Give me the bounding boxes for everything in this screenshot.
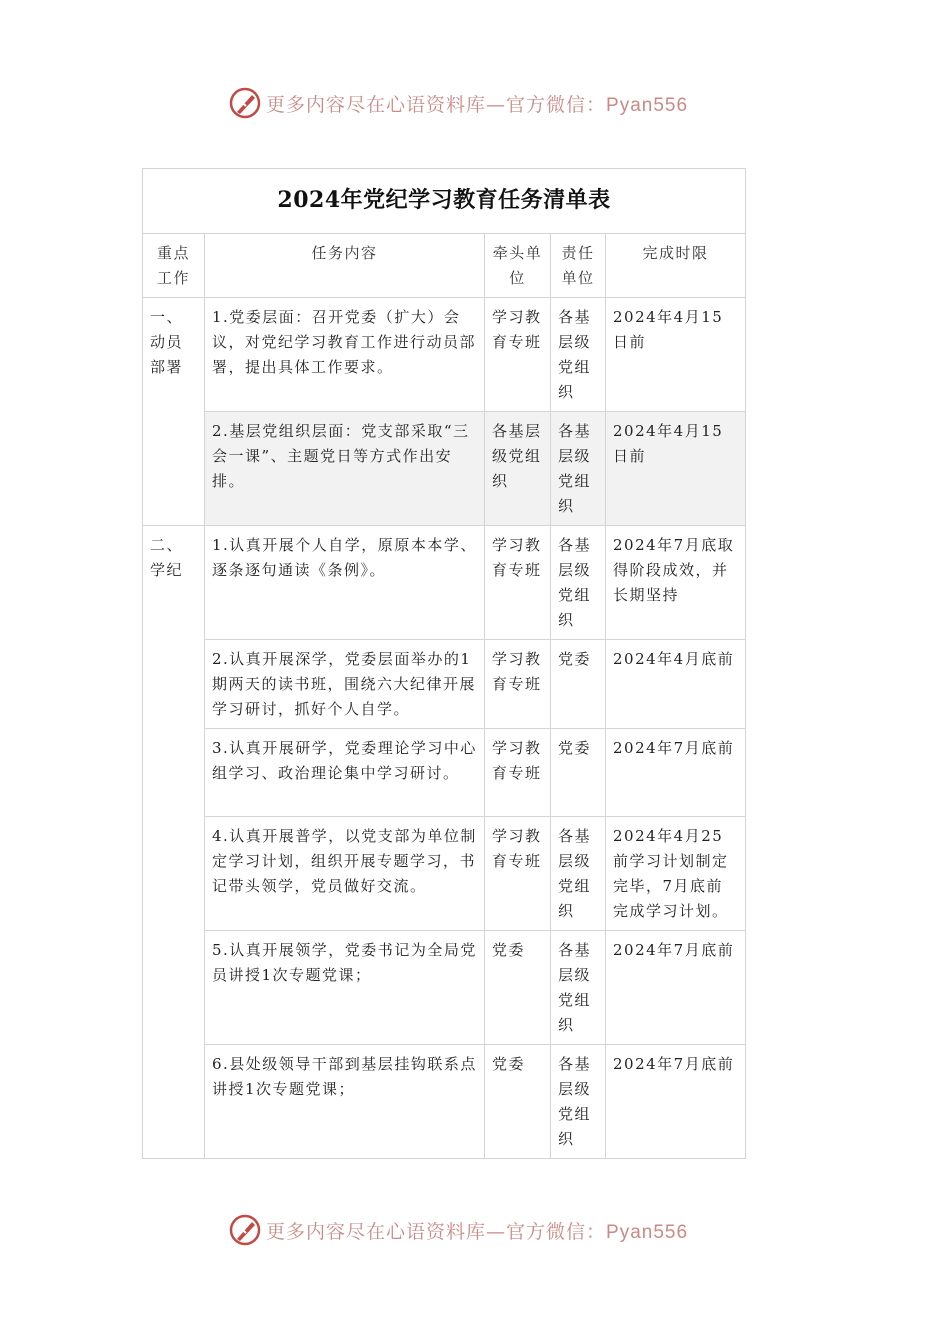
group-label: 一、动员部署	[143, 298, 205, 526]
deadline: 2024年7月底取得阶段成效，并长期坚持	[606, 526, 746, 640]
table-row	[143, 817, 746, 931]
lead-unit: 学习教育专班	[485, 817, 551, 931]
wechat-id: Pyan556	[606, 1221, 689, 1243]
lead-unit: 党委	[485, 931, 551, 1045]
header-deadline: 完成时限	[606, 234, 746, 298]
header-content: 任务内容	[205, 234, 485, 298]
task-content: 3.认真开展研学，党委理论学习中心组学习、政治理论集中学习研讨。	[205, 729, 485, 817]
deadline: 2024年7月底前	[606, 1045, 746, 1159]
lead-unit: 学习教育专班	[485, 640, 551, 729]
task-content: 4.认真开展普学，以党支部为单位制定学习计划，组织开展专题学习，书记带头领学，党员做好交流。	[205, 817, 485, 931]
watermark-banner-top	[228, 85, 688, 121]
table-row	[143, 526, 746, 640]
table-row	[143, 931, 746, 1045]
table-row	[143, 1045, 746, 1159]
watermark-banner-bottom	[228, 1212, 688, 1248]
deadline: 2024年4月25前学习计划制定完毕，7月底前完成学习计划。	[606, 817, 746, 931]
lead-unit: 学习教育专班	[485, 298, 551, 412]
task-content: 2.认真开展深学，党委层面举办的1期两天的读书班，围绕六大纪律开展学习研讨，抓好个人自学。	[205, 640, 485, 729]
title-row	[143, 169, 746, 234]
wechat-id: Pyan556	[606, 94, 689, 116]
responsible-unit: 党委	[551, 640, 606, 729]
lead-unit: 学习教育专班	[485, 526, 551, 640]
task-content: 6.县处级领导干部到基层挂钩联系点讲授1次专题党课；	[205, 1045, 485, 1159]
header-responsible: 责任单位	[551, 234, 606, 298]
responsible-unit: 党委	[551, 729, 606, 817]
banner-text: 更多内容尽在心语资料库—官方微信：Pyan556	[266, 93, 689, 116]
deadline: 2024年7月底前	[606, 729, 746, 817]
responsible-unit: 各基层级党组织	[551, 931, 606, 1045]
pen-logo-icon	[228, 86, 262, 120]
responsible-unit: 各基层级党组织	[551, 1045, 606, 1159]
task-list-table	[142, 168, 746, 1159]
table-title: 2024年党纪学习教育任务清单表	[143, 169, 746, 234]
responsible-unit: 各基层级党组织	[551, 298, 606, 412]
lead-unit: 学习教育专班	[485, 729, 551, 817]
responsible-unit: 各基层级党组织	[551, 412, 606, 526]
lead-unit: 各基层级党组织	[485, 412, 551, 526]
table-row	[143, 412, 746, 526]
table-row	[143, 298, 746, 412]
pen-logo-icon	[228, 1213, 262, 1247]
lead-unit: 党委	[485, 1045, 551, 1159]
responsible-unit: 各基层级党组织	[551, 817, 606, 931]
deadline: 2024年4月15日前	[606, 412, 746, 526]
deadline: 2024年4月底前	[606, 640, 746, 729]
deadline: 2024年7月底前	[606, 931, 746, 1045]
deadline: 2024年4月15日前	[606, 298, 746, 412]
banner-text: 更多内容尽在心语资料库—官方微信：Pyan556	[266, 1220, 689, 1243]
task-content: 1.党委层面：召开党委（扩大）会议，对党纪学习教育工作进行动员部署，提出具体工作要求。	[205, 298, 485, 412]
task-content: 2.基层党组织层面：党支部采取“三会一课”、主题党日等方式作出安排。	[205, 412, 485, 526]
task-content: 5.认真开展领学，党委书记为全局党员讲授1次专题党课；	[205, 931, 485, 1045]
responsible-unit: 各基层级党组织	[551, 526, 606, 640]
task-content: 1.认真开展个人自学，原原本本学、逐条逐句通读《条例》。	[205, 526, 485, 640]
group-label: 二、学纪	[143, 526, 205, 1159]
table-row	[143, 640, 746, 729]
table-row	[143, 729, 746, 817]
header-focus: 重点工作	[143, 234, 205, 298]
header-row	[143, 234, 746, 298]
header-lead: 牵头单位	[485, 234, 551, 298]
